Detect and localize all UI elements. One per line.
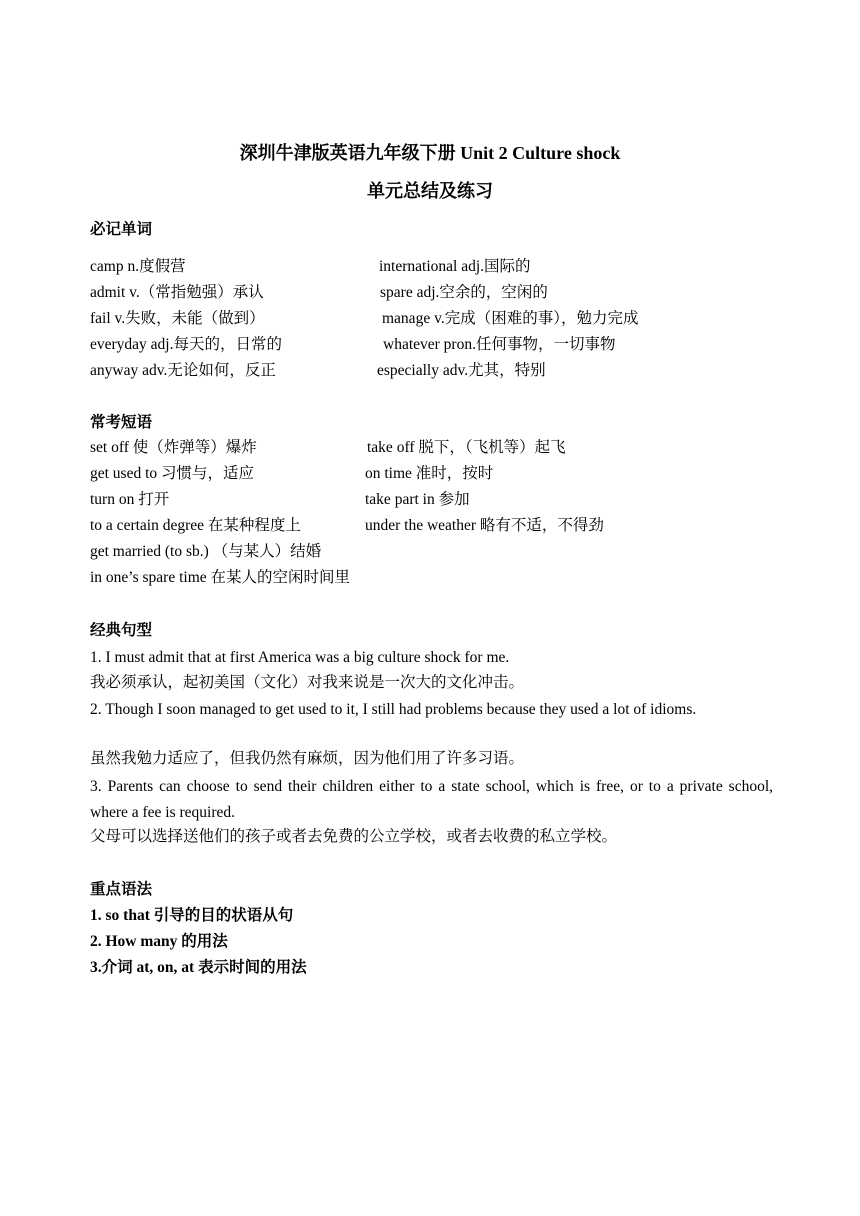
phrase-item: turn on 打开 — [90, 491, 170, 508]
vocab-word: fail v.失败，未能（做到） — [90, 310, 265, 327]
phrase-item: under the weather 略有不适，不得劲 — [365, 517, 604, 534]
vocab-word: admit v.（常指勉强）承认 — [90, 284, 264, 301]
phrase-item: set off 使（炸弹等）爆炸 — [90, 439, 257, 456]
vocab-word: anyway adv.无论如何，反正 — [90, 362, 276, 379]
sentences-heading: 经典句型 — [90, 622, 153, 639]
sentence-chinese: 虽然我勉力适应了，但我仍然有麻烦，因为他们用了许多习语。 — [90, 750, 525, 767]
grammar-item: 2. How many 的用法 — [90, 933, 228, 950]
vocab-word: camp n.度假营 — [90, 258, 186, 275]
phrases-heading: 常考短语 — [90, 414, 153, 431]
phrase-item: take part in 参加 — [365, 491, 470, 508]
phrase-item: get married (to sb.) （与某人）结婚 — [90, 543, 322, 560]
document-title: 深圳牛津版英语九年级下册 Unit 2 Culture shock — [239, 143, 621, 163]
phrase-item: to a certain degree 在某种程度上 — [90, 517, 301, 534]
sentence-english: 2. Though I soon managed to get used to it, I still had problems because they used a lot of idioms. — [90, 701, 697, 718]
grammar-item: 3.介词 at, on, at 表示时间的用法 — [90, 959, 307, 976]
vocab-word: everyday adj.每天的，日常的 — [90, 336, 282, 353]
sentence-english: 1. I must admit that at first America was a big culture shock for me. — [90, 649, 510, 666]
vocab-heading: 必记单词 — [90, 221, 153, 238]
vocab-word: whatever pron.任何事物，一切事物 — [383, 336, 616, 353]
grammar-heading: 重点语法 — [90, 881, 153, 898]
phrase-item: on time 准时，按时 — [365, 465, 494, 482]
vocab-word: spare adj.空余的，空闲的 — [380, 284, 548, 301]
vocab-word: manage v.完成（困难的事），勉力完成 — [382, 310, 639, 327]
sentence-chinese: 父母可以选择送他们的孩子或者去免费的公立学校，或者去收费的私立学校。 — [90, 828, 618, 845]
grammar-item: 1. so that 引导的目的状语从句 — [90, 907, 294, 924]
vocab-word: international adj.国际的 — [379, 258, 531, 275]
sentence-english: 3. Parents can choose to send their children either to a state school, which is free, or to a private school, where a fee is required. — [90, 778, 773, 821]
vocab-word: especially adv.尤其，特别 — [377, 362, 546, 379]
phrase-item: in one’s spare time 在某人的空闲时间里 — [90, 569, 351, 586]
sentence-chinese: 我必须承认，起初美国（文化）对我来说是一次大的文化冲击。 — [90, 674, 525, 691]
phrase-item: get used to 习惯与，适应 — [90, 465, 255, 482]
phrase-item: take off 脱下，（飞机等）起飞 — [367, 439, 566, 456]
document-subtitle: 单元总结及练习 — [367, 181, 493, 201]
